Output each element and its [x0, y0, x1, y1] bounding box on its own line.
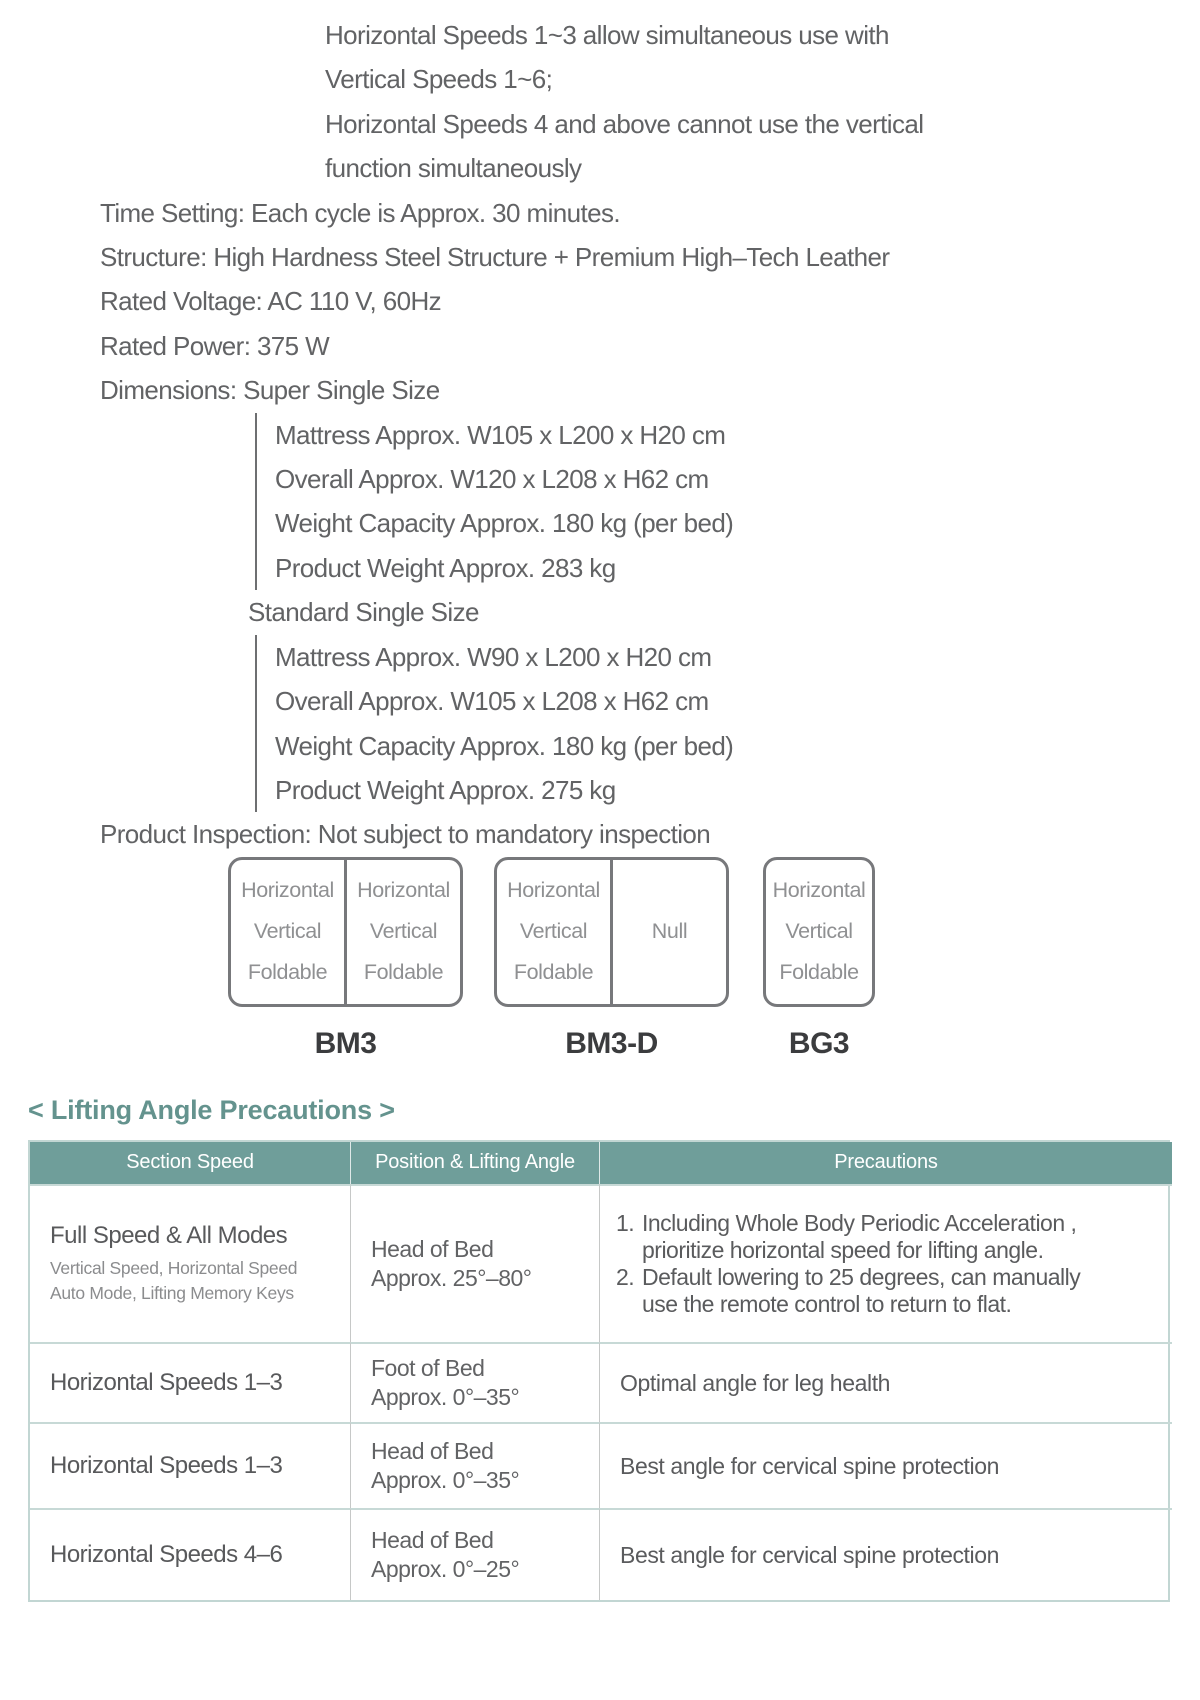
feature-label: Horizontal: [772, 878, 866, 903]
speed-sublabel: Auto Mode, Lifting Memory Keys: [50, 1283, 294, 1304]
speed-label: Full Speed & All Modes: [50, 1222, 288, 1250]
feature-label: Horizontal: [241, 878, 334, 903]
table-cell-position: [350, 1184, 599, 1342]
angle-label: Approx. 0°–35°: [371, 1383, 520, 1410]
super-single-dimensions: [255, 413, 1200, 591]
standard-single-dimensions: [255, 635, 1200, 813]
feature-label: Foldable: [513, 960, 594, 985]
model-cell: [766, 860, 872, 1004]
table-cell-position: [350, 1342, 599, 1422]
feature-label: Vertical: [785, 919, 853, 944]
spec-time-setting: Time Setting: Each cycle is Approx. 30 minutes.: [100, 197, 620, 228]
feature-label: Horizontal: [507, 878, 600, 903]
model-cell: [344, 860, 460, 1004]
precaution-text: Optimal angle for leg health: [620, 1369, 891, 1396]
table-cell-speed: [30, 1184, 350, 1342]
dimension-item: Mattress Approx. W90 x L200 x H20 cm: [275, 641, 712, 672]
table-cell-speed: [30, 1342, 350, 1422]
precautions-table: [28, 1140, 1170, 1602]
spec-dimensions: Dimensions: Super Single Size: [100, 375, 440, 406]
feature-label: Foldable: [363, 960, 444, 985]
model-cell: [497, 860, 610, 1004]
feature-label: Vertical: [253, 919, 322, 944]
model-name-bm3: BM3: [314, 1026, 377, 1060]
position-label: Head of Bed: [371, 1437, 494, 1464]
list-number: 2.: [616, 1263, 635, 1290]
table-cell-speed: [30, 1422, 350, 1508]
table-cell-speed: [30, 1508, 350, 1600]
speed-label: Horizontal Speeds 4–6: [50, 1540, 283, 1568]
model-diagram-row: [0, 857, 1200, 1069]
feature-label: Vertical: [519, 919, 588, 944]
table-cell-precautions: [599, 1184, 1172, 1342]
intro-line: Horizontal Speeds 1~3 allow simultaneous use with: [325, 20, 889, 50]
column-header-position-angle: Position & Lifting Angle: [350, 1142, 599, 1184]
speed-label: Horizontal Speeds 1–3: [50, 1451, 283, 1479]
position-label: Foot of Bed: [371, 1354, 485, 1381]
dimension-item: Product Weight Approx. 283 kg: [275, 552, 616, 583]
section-heading: < Lifting Angle Precautions >: [28, 1094, 395, 1125]
precaution-item: [616, 1264, 1162, 1318]
model-box-bm3d: [494, 857, 729, 1007]
column-header-section-speed: Section Speed: [30, 1142, 350, 1184]
angle-label: Approx. 0°–35°: [371, 1466, 520, 1493]
precaution-item: [616, 1210, 1162, 1264]
model-box-bm3: [228, 857, 463, 1007]
intro-line: function simultaneously: [325, 153, 582, 184]
dimension-item: Weight Capacity Approx. 180 kg (per bed): [275, 508, 734, 539]
column-header-precautions: Precautions: [599, 1142, 1172, 1184]
spec-rated-power: Rated Power: 375 W: [100, 330, 330, 361]
intro-line: Vertical Speeds 1~6;: [325, 64, 553, 95]
feature-label: Horizontal: [357, 878, 450, 903]
angle-label: Approx. 25°–80°: [371, 1264, 532, 1291]
dimension-item: Weight Capacity Approx. 180 kg (per bed): [275, 730, 734, 761]
speed-sublabel: Vertical Speed, Horizontal Speed: [50, 1258, 298, 1279]
position-label: Head of Bed: [371, 1526, 494, 1553]
standard-single-title: Standard Single Size: [248, 597, 479, 628]
precaution-text: Including Whole Body Periodic Acceleration , prioritize horizontal speed for lifting angle.: [642, 1209, 1077, 1263]
dimension-item: Overall Approx. W120 x L208 x H62 cm: [275, 464, 709, 495]
list-number: 1.: [616, 1209, 635, 1236]
table-cell-position: [350, 1508, 599, 1600]
precaution-text: Best angle for cervical spine protection: [620, 1452, 1000, 1479]
precaution-text: Default lowering to 25 degrees, can manually use the remote control to return to flat.: [642, 1263, 1081, 1317]
model-name-bm3d: BM3-D: [565, 1026, 658, 1060]
dimension-item: Overall Approx. W105 x L208 x H62 cm: [275, 686, 709, 717]
dimension-item: Mattress Approx. W105 x L200 x H20 cm: [275, 419, 726, 450]
feature-label: Null: [651, 919, 688, 944]
spec-rated-voltage: Rated Voltage: AC 110 V, 60Hz: [100, 286, 442, 317]
feature-label: Vertical: [369, 919, 438, 944]
feature-label: Foldable: [247, 960, 328, 985]
speed-label: Horizontal Speeds 1–3: [50, 1368, 283, 1396]
precaution-text: Best angle for cervical spine protection: [620, 1541, 1000, 1568]
model-cell: [610, 860, 726, 1004]
intro-line: Horizontal Speeds 4 and above cannot use the vertical: [325, 108, 924, 139]
dimension-item: Product Weight Approx. 275 kg: [275, 774, 616, 805]
position-label: Head of Bed: [371, 1235, 494, 1262]
model-box-bg3: [763, 857, 875, 1007]
feature-label: Foldable: [779, 960, 859, 985]
model-name-bg3: BG3: [788, 1026, 850, 1060]
table-cell-precautions: [599, 1508, 1172, 1600]
table-cell-precautions: [599, 1342, 1172, 1422]
angle-label: Approx. 0°–25°: [371, 1555, 520, 1582]
model-cell: [231, 860, 344, 1004]
spec-structure: Structure: High Hardness Steel Structure + Premium High–Tech Leather: [100, 242, 890, 273]
table-cell-precautions: [599, 1422, 1172, 1508]
table-cell-position: [350, 1422, 599, 1508]
spec-product-inspection: Product Inspection: Not subject to mandatory inspection: [100, 819, 711, 850]
